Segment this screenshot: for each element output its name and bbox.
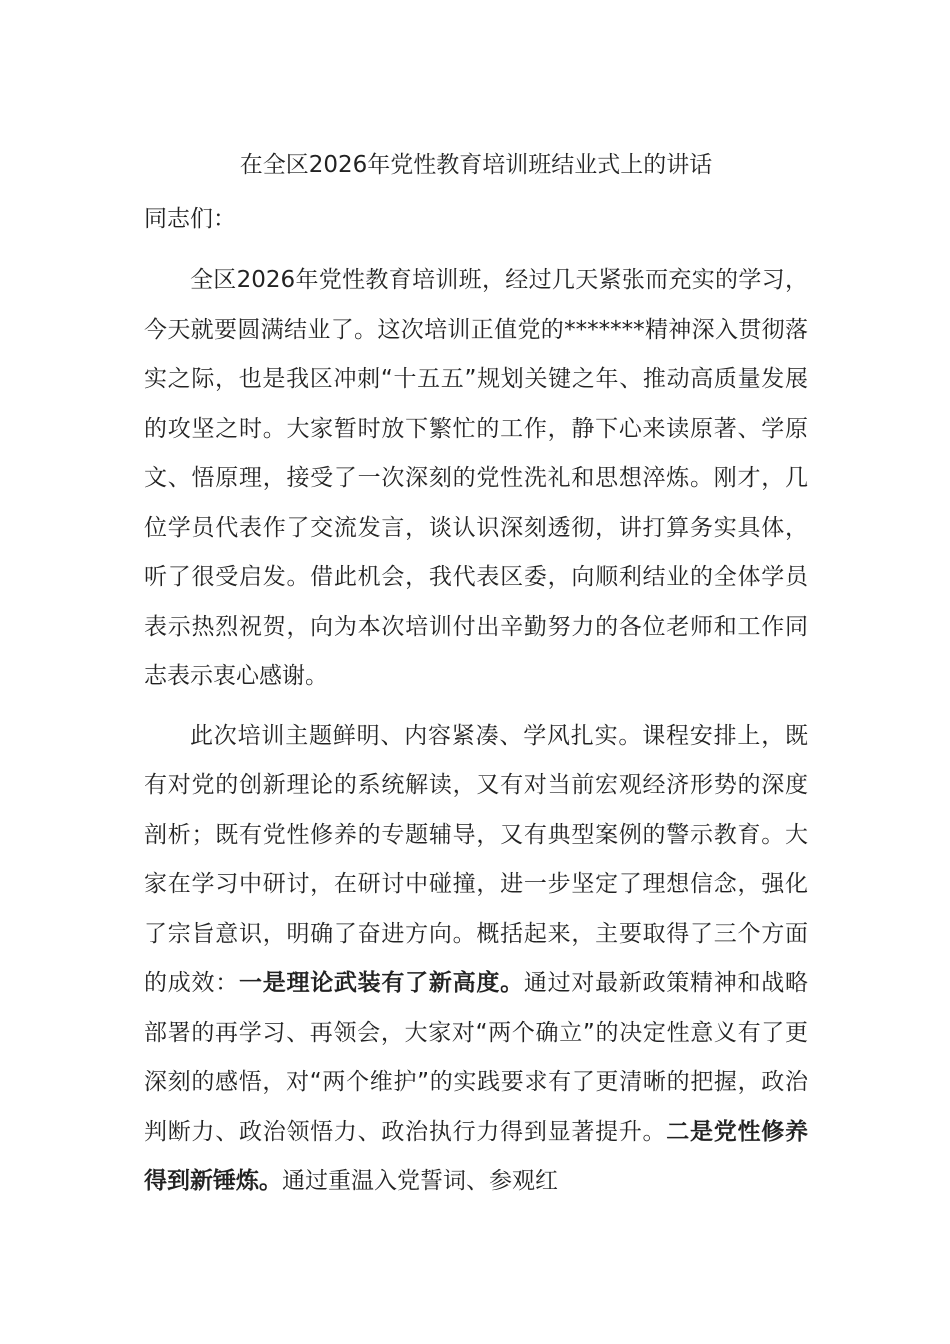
document-body [144,138,808,1217]
paragraph-2 [144,712,808,1207]
document-title: 在全区2026年党性教育培训班结业式上的讲话 [239,152,713,178]
paragraph-text: 通过重温入党誓词、参观红 [282,1168,558,1194]
paragraph-text: 此次培训主题鲜明、内容紧凑、学风扎实。课程安排上，既有对党的创新理论的系统解读，又有对当前宏观经济形势的深度剖析；既有党性修养的专题辅导，又有典型案例的警示教育。大家在学习中研讨，在研讨中碰撞，进一步坚定了理想信念，强化了宗旨意识，明确了奋进方向。概括起来，主要取得了三个方面的成效： [144,722,808,996]
paragraph-text: 全区2026年党性教育培训班，经过几天紧张而充实的学习，今天就要圆满结业了。这次培训正值党的*******精神深入贯彻落实之际，也是我区冲刺“十五五”规划关键之年、推动高质量发展的攻坚之时。大家暂时放下繁忙的工作，静下心来读原著、学原文、悟原理，接受了一次深刻的党性洗礼和思想淬炼。刚才，几位学员代表作了交流发言，谈认识深刻透彻，讲打算务实具体，听了很受启发。借此机会，我代表区委，向顺利结业的全体学员表示热烈祝贺，向为本次培训付出辛勤努力的各位老师和工作同志表示衷心感谢。 [144,267,808,689]
salutation: 同志们： [144,206,236,232]
point-heading-1: 一是理论武装有了新高度。 [238,970,524,996]
paragraph-1 [144,256,808,702]
point-heading-2: 二是党性修养得到新锤炼。 [144,1118,809,1194]
paragraph-text: 通过对最新政策精神和战略部署的再学习、再领会，大家对“两个确立”的决定性意义有了更深刻的感悟，对“两个维护”的实践要求有了更清晰的把握，政治判断力、政治领悟力、政治执行力得到显著提升。 [144,970,809,1145]
